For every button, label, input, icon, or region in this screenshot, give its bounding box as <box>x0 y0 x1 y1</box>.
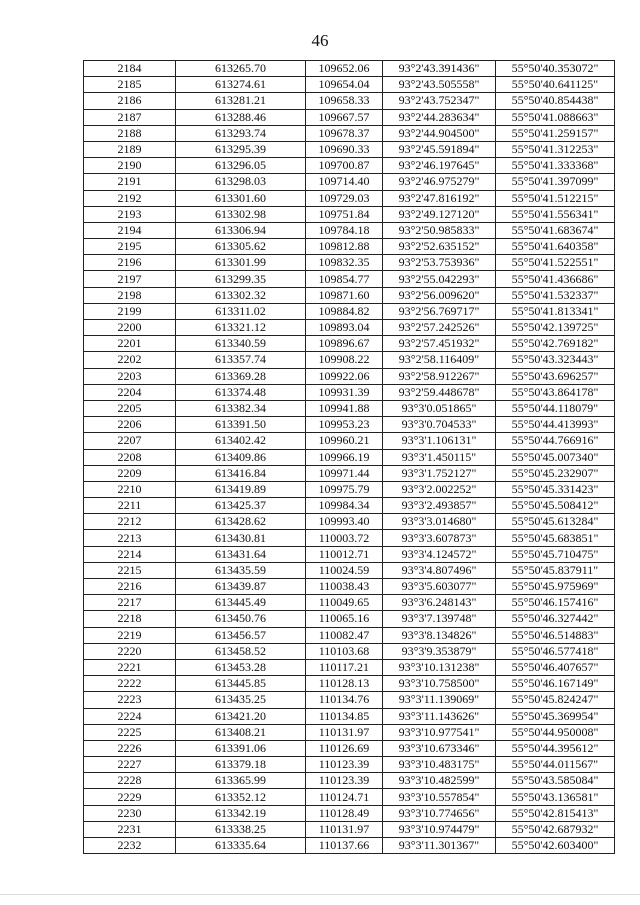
y-coordinate-cell: 109784.18 <box>306 222 383 238</box>
latitude-cell: 55°50'40.854438" <box>496 93 615 109</box>
latitude-cell: 55°50'45.508412" <box>496 498 615 514</box>
y-coordinate-cell: 109700.87 <box>306 158 383 174</box>
table-row <box>84 579 615 595</box>
table-row <box>84 93 615 109</box>
latitude-cell: 55°50'43.696257" <box>496 368 615 384</box>
point-number-cell: 2188 <box>84 125 176 141</box>
longitude-cell: 93°3'10.131238" <box>383 659 496 675</box>
latitude-cell: 55°50'45.232907" <box>496 465 615 481</box>
x-coordinate-cell: 613340.59 <box>176 336 306 352</box>
latitude-cell: 55°50'45.975969" <box>496 579 615 595</box>
longitude-cell: 93°2'44.904500" <box>383 125 496 141</box>
y-coordinate-cell: 109922.06 <box>306 368 383 384</box>
longitude-cell: 93°2'56.769717" <box>383 303 496 319</box>
longitude-cell: 93°3'10.483175" <box>383 757 496 773</box>
table-row <box>84 352 615 368</box>
latitude-cell: 55°50'41.556341" <box>496 206 615 222</box>
longitude-cell: 93°3'10.974479" <box>383 821 496 837</box>
x-coordinate-cell: 613402.42 <box>176 433 306 449</box>
y-coordinate-cell: 110117.21 <box>306 659 383 675</box>
y-coordinate-cell: 110131.97 <box>306 724 383 740</box>
point-number-cell: 2222 <box>84 676 176 692</box>
point-number-cell: 2201 <box>84 336 176 352</box>
point-number-cell: 2189 <box>84 141 176 157</box>
x-coordinate-cell: 613281.21 <box>176 93 306 109</box>
longitude-cell: 93°2'46.197645" <box>383 158 496 174</box>
longitude-cell: 93°2'57.451932" <box>383 336 496 352</box>
point-number-cell: 2208 <box>84 449 176 465</box>
latitude-cell: 55°50'45.331423" <box>496 481 615 497</box>
x-coordinate-cell: 613450.76 <box>176 611 306 627</box>
table-row <box>84 740 615 756</box>
latitude-cell: 55°50'42.603400" <box>496 838 615 854</box>
point-number-cell: 2221 <box>84 659 176 675</box>
y-coordinate-cell: 109893.04 <box>306 320 383 336</box>
x-coordinate-cell: 613296.05 <box>176 158 306 174</box>
y-coordinate-cell: 109971.44 <box>306 465 383 481</box>
longitude-cell: 93°3'5.603077" <box>383 579 496 595</box>
point-number-cell: 2206 <box>84 417 176 433</box>
y-coordinate-cell: 109908.22 <box>306 352 383 368</box>
table-row <box>84 190 615 206</box>
coordinates-table <box>83 60 615 854</box>
y-coordinate-cell: 109953.23 <box>306 417 383 433</box>
table-row <box>84 514 615 530</box>
point-number-cell: 2212 <box>84 514 176 530</box>
y-coordinate-cell: 110082.47 <box>306 627 383 643</box>
point-number-cell: 2213 <box>84 530 176 546</box>
latitude-cell: 55°50'44.395612" <box>496 740 615 756</box>
table-row <box>84 336 615 352</box>
longitude-cell: 93°3'6.248143" <box>383 595 496 611</box>
longitude-cell: 93°3'10.482599" <box>383 773 496 789</box>
x-coordinate-cell: 613408.21 <box>176 724 306 740</box>
latitude-cell: 55°50'45.837911" <box>496 562 615 578</box>
point-number-cell: 2225 <box>84 724 176 740</box>
latitude-cell: 55°50'44.011567" <box>496 757 615 773</box>
latitude-cell: 55°50'44.118079" <box>496 400 615 416</box>
x-coordinate-cell: 613435.59 <box>176 562 306 578</box>
point-number-cell: 2205 <box>84 400 176 416</box>
y-coordinate-cell: 109714.40 <box>306 174 383 190</box>
table-row <box>84 287 615 303</box>
point-number-cell: 2196 <box>84 255 176 271</box>
y-coordinate-cell: 110128.49 <box>306 805 383 821</box>
table-row <box>84 676 615 692</box>
y-coordinate-cell: 110003.72 <box>306 530 383 546</box>
coordinates-table-body <box>84 61 615 854</box>
table-row <box>84 838 615 854</box>
y-coordinate-cell: 110103.68 <box>306 643 383 659</box>
longitude-cell: 93°3'0.051865" <box>383 400 496 416</box>
y-coordinate-cell: 109729.03 <box>306 190 383 206</box>
x-coordinate-cell: 613453.28 <box>176 659 306 675</box>
latitude-cell: 55°50'40.353072" <box>496 61 615 77</box>
point-number-cell: 2214 <box>84 546 176 562</box>
latitude-cell: 55°50'45.007340" <box>496 449 615 465</box>
y-coordinate-cell: 110123.39 <box>306 757 383 773</box>
y-coordinate-cell: 109975.79 <box>306 481 383 497</box>
y-coordinate-cell: 110134.76 <box>306 692 383 708</box>
longitude-cell: 93°2'43.752347" <box>383 93 496 109</box>
table-row <box>84 757 615 773</box>
latitude-cell: 55°50'41.259157" <box>496 125 615 141</box>
point-number-cell: 2194 <box>84 222 176 238</box>
table-row <box>84 449 615 465</box>
point-number-cell: 2215 <box>84 562 176 578</box>
table-row <box>84 239 615 255</box>
y-coordinate-cell: 109812.88 <box>306 239 383 255</box>
x-coordinate-cell: 613311.02 <box>176 303 306 319</box>
y-coordinate-cell: 109652.06 <box>306 61 383 77</box>
x-coordinate-cell: 613409.86 <box>176 449 306 465</box>
point-number-cell: 2230 <box>84 805 176 821</box>
longitude-cell: 93°3'10.977541" <box>383 724 496 740</box>
table-row <box>84 805 615 821</box>
latitude-cell: 55°50'43.585084" <box>496 773 615 789</box>
longitude-cell: 93°3'1.450115" <box>383 449 496 465</box>
table-row <box>84 255 615 271</box>
latitude-cell: 55°50'41.312253" <box>496 141 615 157</box>
table-row <box>84 481 615 497</box>
longitude-cell: 93°2'59.448678" <box>383 384 496 400</box>
table-row <box>84 433 615 449</box>
y-coordinate-cell: 109832.35 <box>306 255 383 271</box>
x-coordinate-cell: 613295.39 <box>176 141 306 157</box>
x-coordinate-cell: 613302.32 <box>176 287 306 303</box>
longitude-cell: 93°2'49.127120" <box>383 206 496 222</box>
x-coordinate-cell: 613302.98 <box>176 206 306 222</box>
x-coordinate-cell: 613369.28 <box>176 368 306 384</box>
table-row <box>84 384 615 400</box>
x-coordinate-cell: 613435.25 <box>176 692 306 708</box>
latitude-cell: 55°50'42.815413" <box>496 805 615 821</box>
y-coordinate-cell: 110024.59 <box>306 562 383 578</box>
point-number-cell: 2228 <box>84 773 176 789</box>
x-coordinate-cell: 613298.03 <box>176 174 306 190</box>
y-coordinate-cell: 109854.77 <box>306 271 383 287</box>
point-number-cell: 2200 <box>84 320 176 336</box>
latitude-cell: 55°50'41.333368" <box>496 158 615 174</box>
table-row <box>84 530 615 546</box>
point-number-cell: 2211 <box>84 498 176 514</box>
point-number-cell: 2216 <box>84 579 176 595</box>
point-number-cell: 2207 <box>84 433 176 449</box>
point-number-cell: 2232 <box>84 838 176 854</box>
x-coordinate-cell: 613305.62 <box>176 239 306 255</box>
latitude-cell: 55°50'45.824247" <box>496 692 615 708</box>
x-coordinate-cell: 613352.12 <box>176 789 306 805</box>
longitude-cell: 93°3'11.301367" <box>383 838 496 854</box>
longitude-cell: 93°3'10.774656" <box>383 805 496 821</box>
table-row <box>84 320 615 336</box>
longitude-cell: 93°2'53.753936" <box>383 255 496 271</box>
point-number-cell: 2220 <box>84 643 176 659</box>
x-coordinate-cell: 613293.74 <box>176 125 306 141</box>
x-coordinate-cell: 613265.70 <box>176 61 306 77</box>
table-row <box>84 174 615 190</box>
table-row <box>84 158 615 174</box>
latitude-cell: 55°50'45.710475" <box>496 546 615 562</box>
longitude-cell: 93°3'7.139748" <box>383 611 496 627</box>
longitude-cell: 93°2'45.591894" <box>383 141 496 157</box>
longitude-cell: 93°2'43.391436" <box>383 61 496 77</box>
table-row <box>84 141 615 157</box>
point-number-cell: 2229 <box>84 789 176 805</box>
longitude-cell: 93°2'47.816192" <box>383 190 496 206</box>
y-coordinate-cell: 109966.19 <box>306 449 383 465</box>
x-coordinate-cell: 613421.20 <box>176 708 306 724</box>
latitude-cell: 55°50'41.512215" <box>496 190 615 206</box>
latitude-cell: 55°50'46.407657" <box>496 659 615 675</box>
table-row <box>84 821 615 837</box>
y-coordinate-cell: 110137.66 <box>306 838 383 854</box>
point-number-cell: 2204 <box>84 384 176 400</box>
x-coordinate-cell: 613458.52 <box>176 643 306 659</box>
y-coordinate-cell: 109884.82 <box>306 303 383 319</box>
latitude-cell: 55°50'43.136581" <box>496 789 615 805</box>
longitude-cell: 93°2'44.283634" <box>383 109 496 125</box>
longitude-cell: 93°3'4.124572" <box>383 546 496 562</box>
x-coordinate-cell: 613428.62 <box>176 514 306 530</box>
table-row <box>84 77 615 93</box>
table-row <box>84 643 615 659</box>
table-row <box>84 627 615 643</box>
x-coordinate-cell: 613445.85 <box>176 676 306 692</box>
y-coordinate-cell: 110134.85 <box>306 708 383 724</box>
table-row <box>84 61 615 77</box>
y-coordinate-cell: 110128.13 <box>306 676 383 692</box>
latitude-cell: 55°50'41.640358" <box>496 239 615 255</box>
point-number-cell: 2224 <box>84 708 176 724</box>
point-number-cell: 2193 <box>84 206 176 222</box>
table-row <box>84 465 615 481</box>
table-row <box>84 692 615 708</box>
longitude-cell: 93°2'46.975279" <box>383 174 496 190</box>
longitude-cell: 93°2'58.912267" <box>383 368 496 384</box>
x-coordinate-cell: 613391.50 <box>176 417 306 433</box>
y-coordinate-cell: 109941.88 <box>306 400 383 416</box>
x-coordinate-cell: 613306.94 <box>176 222 306 238</box>
y-coordinate-cell: 109658.33 <box>306 93 383 109</box>
x-coordinate-cell: 613379.18 <box>176 757 306 773</box>
x-coordinate-cell: 613391.06 <box>176 740 306 756</box>
table-row <box>84 595 615 611</box>
table-row <box>84 498 615 514</box>
latitude-cell: 55°50'41.397099" <box>496 174 615 190</box>
latitude-cell: 55°50'42.139725" <box>496 320 615 336</box>
latitude-cell: 55°50'46.577418" <box>496 643 615 659</box>
longitude-cell: 93°2'56.009620" <box>383 287 496 303</box>
latitude-cell: 55°50'45.613284" <box>496 514 615 530</box>
longitude-cell: 93°3'4.807496" <box>383 562 496 578</box>
point-number-cell: 2184 <box>84 61 176 77</box>
table-row <box>84 659 615 675</box>
point-number-cell: 2190 <box>84 158 176 174</box>
x-coordinate-cell: 613419.89 <box>176 481 306 497</box>
y-coordinate-cell: 110131.97 <box>306 821 383 837</box>
latitude-cell: 55°50'43.864178" <box>496 384 615 400</box>
x-coordinate-cell: 613439.87 <box>176 579 306 595</box>
longitude-cell: 93°2'55.042293" <box>383 271 496 287</box>
latitude-cell: 55°50'46.167149" <box>496 676 615 692</box>
latitude-cell: 55°50'45.683851" <box>496 530 615 546</box>
longitude-cell: 93°3'10.557854" <box>383 789 496 805</box>
latitude-cell: 55°50'41.522551" <box>496 255 615 271</box>
latitude-cell: 55°50'44.950008" <box>496 724 615 740</box>
y-coordinate-cell: 109871.60 <box>306 287 383 303</box>
latitude-cell: 55°50'41.683674" <box>496 222 615 238</box>
table-row <box>84 724 615 740</box>
longitude-cell: 93°3'1.752127" <box>383 465 496 481</box>
longitude-cell: 93°3'2.002252" <box>383 481 496 497</box>
point-number-cell: 2219 <box>84 627 176 643</box>
y-coordinate-cell: 109654.04 <box>306 77 383 93</box>
point-number-cell: 2227 <box>84 757 176 773</box>
latitude-cell: 55°50'42.687932" <box>496 821 615 837</box>
y-coordinate-cell: 109984.34 <box>306 498 383 514</box>
longitude-cell: 93°2'50.985833" <box>383 222 496 238</box>
point-number-cell: 2195 <box>84 239 176 255</box>
y-coordinate-cell: 110065.16 <box>306 611 383 627</box>
y-coordinate-cell: 109678.37 <box>306 125 383 141</box>
table-row <box>84 773 615 789</box>
table-row <box>84 417 615 433</box>
point-number-cell: 2210 <box>84 481 176 497</box>
longitude-cell: 93°2'58.116409" <box>383 352 496 368</box>
longitude-cell: 93°3'10.673346" <box>383 740 496 756</box>
latitude-cell: 55°50'44.766916" <box>496 433 615 449</box>
x-coordinate-cell: 613299.35 <box>176 271 306 287</box>
point-number-cell: 2192 <box>84 190 176 206</box>
y-coordinate-cell: 110038.43 <box>306 579 383 595</box>
latitude-cell: 55°50'43.323443" <box>496 352 615 368</box>
y-coordinate-cell: 109896.67 <box>306 336 383 352</box>
table-row <box>84 562 615 578</box>
latitude-cell: 55°50'41.813341" <box>496 303 615 319</box>
y-coordinate-cell: 109667.57 <box>306 109 383 125</box>
x-coordinate-cell: 613416.84 <box>176 465 306 481</box>
y-coordinate-cell: 109960.21 <box>306 433 383 449</box>
x-coordinate-cell: 613301.60 <box>176 190 306 206</box>
longitude-cell: 93°3'11.139069" <box>383 692 496 708</box>
x-coordinate-cell: 613425.37 <box>176 498 306 514</box>
page-edge-line <box>0 894 640 895</box>
x-coordinate-cell: 613365.99 <box>176 773 306 789</box>
table-row <box>84 222 615 238</box>
longitude-cell: 93°3'8.134826" <box>383 627 496 643</box>
x-coordinate-cell: 613321.12 <box>176 320 306 336</box>
x-coordinate-cell: 613430.81 <box>176 530 306 546</box>
point-number-cell: 2187 <box>84 109 176 125</box>
y-coordinate-cell: 110049.65 <box>306 595 383 611</box>
longitude-cell: 93°2'43.505558" <box>383 77 496 93</box>
longitude-cell: 93°3'3.014680" <box>383 514 496 530</box>
table-row <box>84 303 615 319</box>
point-number-cell: 2186 <box>84 93 176 109</box>
table-row <box>84 400 615 416</box>
point-number-cell: 2226 <box>84 740 176 756</box>
table-row <box>84 206 615 222</box>
longitude-cell: 93°3'9.353879" <box>383 643 496 659</box>
point-number-cell: 2198 <box>84 287 176 303</box>
table-row <box>84 789 615 805</box>
y-coordinate-cell: 110124.71 <box>306 789 383 805</box>
longitude-cell: 93°2'57.242526" <box>383 320 496 336</box>
point-number-cell: 2185 <box>84 77 176 93</box>
x-coordinate-cell: 613338.25 <box>176 821 306 837</box>
latitude-cell: 55°50'40.641125" <box>496 77 615 93</box>
y-coordinate-cell: 109690.33 <box>306 141 383 157</box>
latitude-cell: 55°50'46.327442" <box>496 611 615 627</box>
x-coordinate-cell: 613288.46 <box>176 109 306 125</box>
longitude-cell: 93°3'0.704533" <box>383 417 496 433</box>
point-number-cell: 2223 <box>84 692 176 708</box>
table-row <box>84 708 615 724</box>
y-coordinate-cell: 109751.84 <box>306 206 383 222</box>
table-row <box>84 546 615 562</box>
y-coordinate-cell: 110126.69 <box>306 740 383 756</box>
table-row <box>84 125 615 141</box>
table-row <box>84 611 615 627</box>
x-coordinate-cell: 613274.61 <box>176 77 306 93</box>
y-coordinate-cell: 109931.39 <box>306 384 383 400</box>
table-row <box>84 109 615 125</box>
latitude-cell: 55°50'42.769182" <box>496 336 615 352</box>
point-number-cell: 2203 <box>84 368 176 384</box>
longitude-cell: 93°3'10.758500" <box>383 676 496 692</box>
longitude-cell: 93°3'2.493857" <box>383 498 496 514</box>
point-number-cell: 2191 <box>84 174 176 190</box>
point-number-cell: 2209 <box>84 465 176 481</box>
point-number-cell: 2197 <box>84 271 176 287</box>
table-row <box>84 368 615 384</box>
x-coordinate-cell: 613382.34 <box>176 400 306 416</box>
latitude-cell: 55°50'41.088663" <box>496 109 615 125</box>
x-coordinate-cell: 613456.57 <box>176 627 306 643</box>
latitude-cell: 55°50'46.514883" <box>496 627 615 643</box>
point-number-cell: 2202 <box>84 352 176 368</box>
longitude-cell: 93°3'1.106131" <box>383 433 496 449</box>
longitude-cell: 93°3'11.143626" <box>383 708 496 724</box>
x-coordinate-cell: 613342.19 <box>176 805 306 821</box>
page-number: 46 <box>311 31 329 50</box>
longitude-cell: 93°2'52.635152" <box>383 239 496 255</box>
x-coordinate-cell: 613374.48 <box>176 384 306 400</box>
y-coordinate-cell: 110123.39 <box>306 773 383 789</box>
latitude-cell: 55°50'41.436686" <box>496 271 615 287</box>
point-number-cell: 2217 <box>84 595 176 611</box>
longitude-cell: 93°3'3.607873" <box>383 530 496 546</box>
y-coordinate-cell: 110012.71 <box>306 546 383 562</box>
x-coordinate-cell: 613431.64 <box>176 546 306 562</box>
x-coordinate-cell: 613445.49 <box>176 595 306 611</box>
x-coordinate-cell: 613301.99 <box>176 255 306 271</box>
x-coordinate-cell: 613357.74 <box>176 352 306 368</box>
latitude-cell: 55°50'46.157416" <box>496 595 615 611</box>
latitude-cell: 55°50'41.532337" <box>496 287 615 303</box>
point-number-cell: 2231 <box>84 821 176 837</box>
point-number-cell: 2218 <box>84 611 176 627</box>
table-row <box>84 271 615 287</box>
latitude-cell: 55°50'45.369954" <box>496 708 615 724</box>
x-coordinate-cell: 613335.64 <box>176 838 306 854</box>
latitude-cell: 55°50'44.413993" <box>496 417 615 433</box>
point-number-cell: 2199 <box>84 303 176 319</box>
y-coordinate-cell: 109993.40 <box>306 514 383 530</box>
